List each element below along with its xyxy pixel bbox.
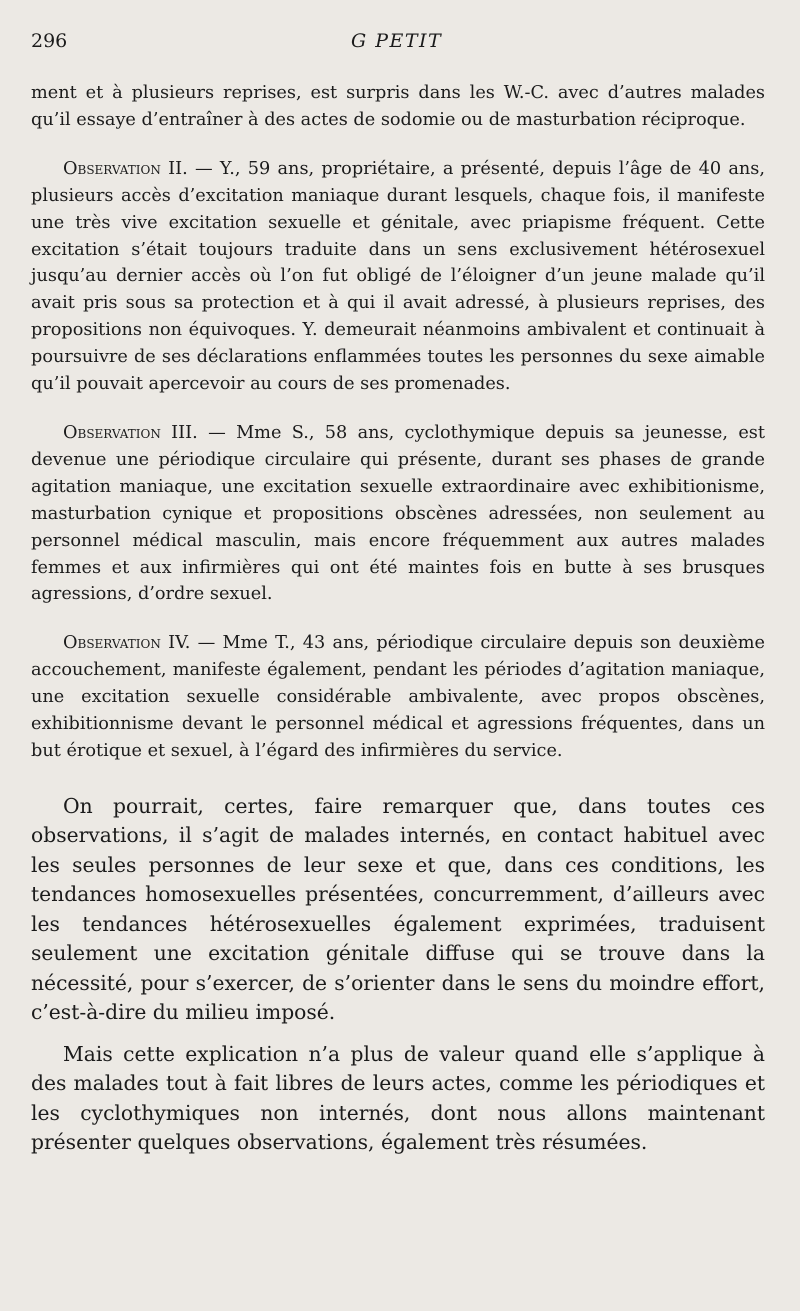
observation-2-text: — Y., 59 ans, propriétaire, a présenté, depuis l’âge de 40 ans, plusieurs accès d’excitation maniaque durant lesquels, chaque fois, il manifeste une très vive excitation sexuelle et génitale, avec priapisme fréquent. Cette excitation s’était toujours traduite dans un sens exclusivement hétérosexuel jusqu’au dernier accès où l’on fut obligé de l’éloigner d’un jeune malade qu’il avait pris sous sa protection et à qui il avait adressé, à plusieurs reprises, des propositions non équivoques. Y. demeurait néanmoins ambivalent et continuait à poursuivre de ses déclarations enflammées toutes les personnes du sexe aimable qu’il pouvait apercevoir au cours de ses promenades. — [31, 158, 765, 395]
running-head: G PETIT — [351, 30, 443, 52]
observation-3-text: — Mme S., 58 ans, cyclothymique depuis sa jeunesse, est devenue une périodique circulaire qui présente, durant ses phases de grande agitation maniaque, une excitation sexuelle extraordinaire avec exhibitionisme, masturbation cynique et propositions obscènes adressées, non seulement au personnel médical masculin, mais encore fréquemment aux autres malades femmes et aux infirmières qui ont été maintes fois en butte à ses brusques agressions, d’ordre sexuel. — [31, 422, 765, 605]
observation-2-label: Observation II. — [63, 158, 188, 179]
paragraph-continuation: ment et à plusieurs reprises, est surpris dans les W.-C. avec d’autres malades qu’il essaye d’entraîner à des actes de sodomie ou de masturbation réciproque. — [31, 83, 765, 130]
observation-2 — [31, 156, 765, 398]
page-number: 296 — [31, 30, 68, 52]
page-header — [31, 30, 771, 58]
observation-3-label: Observation III. — [63, 422, 198, 443]
observation-3 — [31, 420, 765, 608]
observation-4-label: Observation IV. — [63, 633, 191, 654]
body-text — [31, 80, 765, 1158]
paragraph-discussion: On pourrait, certes, faire remarquer que, dans toutes ces observations, il s’agit de malades internés, en contact habituel avec les seules personnes de leur sexe et que, dans ces conditions, les tendances homosexuelles présentées, concurremment, d’ailleurs avec les tendances hétérosexuelles également exprimées, traduisent seulement une excitation génitale diffuse qui se trouve dans la nécessité, pour s’exercer, de s’orienter dans le sens du moindre effort, c’est-à-dire du milieu imposé. — [31, 793, 765, 1025]
observation-4 — [31, 630, 765, 765]
observation-4-text: — Mme T., 43 ans, périodique circulaire depuis son deuxième accouchement, manifeste également, pendant les périodes d’agitation maniaque, une excitation sexuelle considérable ambivalente, avec propos obscènes, exhibitionnisme devant le personnel médical et agressions fréquentes, dans un but érotique et sexuel, à l’égard des infirmières du service. — [31, 633, 765, 761]
paragraph-transition: Mais cette explication n’a plus de valeur quand elle s’applique à des malades tout à fait libres de leurs actes, comme les périodiques et les cyclothymiques non internés, dont nous allons maintenant présenter quelques observations, également très résumées. — [31, 1041, 765, 1155]
